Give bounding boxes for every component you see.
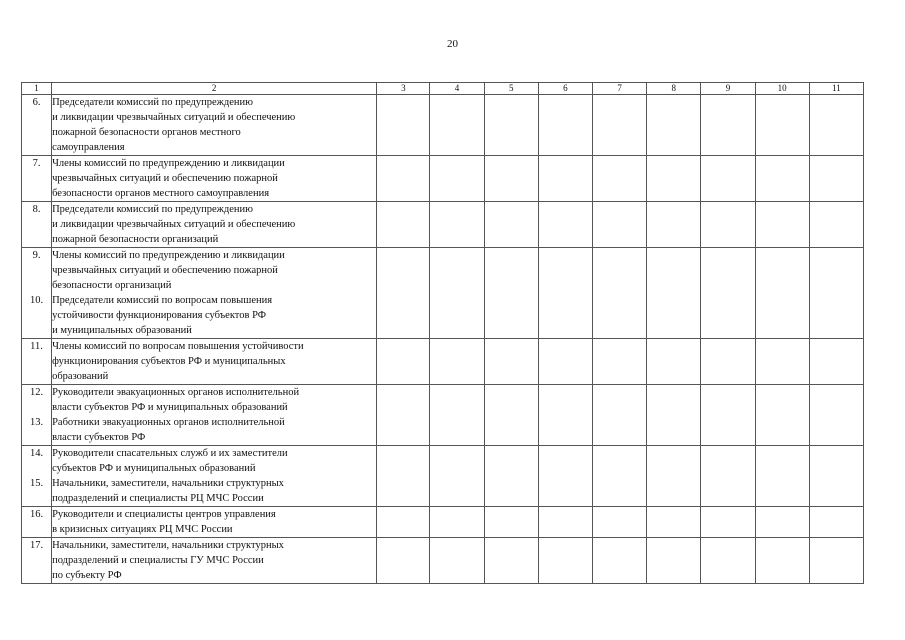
empty-cell <box>755 385 809 446</box>
row-number: 17. <box>29 540 44 551</box>
empty-cell <box>430 95 484 156</box>
row-number: 10. <box>29 295 44 306</box>
empty-cell <box>755 507 809 538</box>
row-number-cell <box>22 95 52 156</box>
empty-cell <box>647 95 701 156</box>
table-row <box>22 248 864 339</box>
category-text: Председатели комиссий по вопросам повышения устойчивости функционирования субъектов РФ и муниципальных образований <box>52 295 273 336</box>
empty-cell <box>755 156 809 202</box>
category-cell <box>52 538 377 584</box>
category-cell <box>52 446 377 507</box>
category-text: Члены комиссий по предупреждению и ликвидации чрезвычайных ситуаций и обеспечению пожарной безопасности организаций <box>52 250 285 291</box>
table-row <box>22 507 864 538</box>
empty-cell <box>593 507 647 538</box>
empty-cell <box>755 248 809 339</box>
column-header: 10 <box>755 83 809 95</box>
empty-cell <box>809 538 863 584</box>
row-number-cell <box>22 446 52 507</box>
category-text: Члены комиссий по вопросам повышения устойчивости функционирования субъектов РФ и муниципальных образований <box>52 341 304 382</box>
empty-cell <box>538 385 592 446</box>
column-header: 11 <box>809 83 863 95</box>
row-number-cell <box>22 507 52 538</box>
column-header: 1 <box>22 83 52 95</box>
column-header: 4 <box>430 83 484 95</box>
empty-cell <box>377 339 430 385</box>
row-number: 15. <box>29 478 44 489</box>
row-number: 7. <box>32 158 41 169</box>
empty-cell <box>484 507 538 538</box>
empty-cell <box>430 446 484 507</box>
empty-cell <box>484 339 538 385</box>
row-number: 14. <box>29 448 44 459</box>
empty-cell <box>593 95 647 156</box>
empty-cell <box>755 95 809 156</box>
empty-cell <box>538 156 592 202</box>
empty-cell <box>377 385 430 446</box>
empty-cell <box>755 538 809 584</box>
empty-cell <box>647 202 701 248</box>
empty-cell <box>538 248 592 339</box>
row-number: 6. <box>32 97 41 108</box>
row-number: 11. <box>30 341 43 352</box>
empty-cell <box>538 446 592 507</box>
table-row <box>22 95 864 156</box>
empty-cell <box>755 202 809 248</box>
empty-cell <box>593 202 647 248</box>
category-text: Руководители и специалисты центров управления в кризисных ситуациях РЦ МЧС России <box>52 509 276 535</box>
table-row <box>22 446 864 507</box>
empty-cell <box>430 538 484 584</box>
empty-cell <box>647 385 701 446</box>
column-header: 7 <box>593 83 647 95</box>
empty-cell <box>484 156 538 202</box>
empty-cell <box>430 156 484 202</box>
category-cell <box>52 385 377 446</box>
empty-cell <box>484 248 538 339</box>
empty-cell <box>538 95 592 156</box>
empty-cell <box>755 339 809 385</box>
empty-cell <box>593 248 647 339</box>
empty-cell <box>809 202 863 248</box>
table-row <box>22 339 864 385</box>
category-text: Начальники, заместители, начальники структурных подразделений и специалисты РЦ МЧС России <box>52 478 284 504</box>
table-row <box>22 202 864 248</box>
empty-cell <box>647 507 701 538</box>
category-cell <box>52 95 377 156</box>
empty-cell <box>701 385 755 446</box>
empty-cell <box>809 339 863 385</box>
empty-cell <box>484 385 538 446</box>
empty-cell <box>377 538 430 584</box>
row-number-cell <box>22 156 52 202</box>
empty-cell <box>701 156 755 202</box>
empty-cell <box>647 339 701 385</box>
empty-cell <box>701 95 755 156</box>
row-number: 16. <box>29 509 44 520</box>
empty-cell <box>809 507 863 538</box>
empty-cell <box>809 385 863 446</box>
empty-cell <box>701 446 755 507</box>
empty-cell <box>647 446 701 507</box>
category-text: Руководители эвакуационных органов исполнительной власти субъектов РФ и муниципальных образований <box>52 387 300 413</box>
row-number: 9. <box>32 250 41 261</box>
row-number-cell <box>22 339 52 385</box>
empty-cell <box>809 248 863 339</box>
empty-cell <box>484 95 538 156</box>
empty-cell <box>538 507 592 538</box>
empty-cell <box>593 446 647 507</box>
category-text: Работники эвакуационных органов исполнительной власти субъектов РФ <box>52 417 285 443</box>
empty-cell <box>377 95 430 156</box>
empty-cell <box>484 202 538 248</box>
empty-cell <box>538 538 592 584</box>
empty-cell <box>377 248 430 339</box>
empty-cell <box>701 538 755 584</box>
category-cell <box>52 156 377 202</box>
category-cell <box>52 248 377 339</box>
category-text: Начальники, заместители, начальники структурных подразделений и специалисты ГУ МЧС России по субъекту РФ <box>52 540 284 581</box>
training-table <box>21 82 864 584</box>
empty-cell <box>538 202 592 248</box>
empty-cell <box>701 248 755 339</box>
empty-cell <box>430 248 484 339</box>
empty-cell <box>377 446 430 507</box>
empty-cell <box>647 538 701 584</box>
column-header: 5 <box>484 83 538 95</box>
empty-cell <box>430 339 484 385</box>
empty-cell <box>377 507 430 538</box>
category-cell <box>52 507 377 538</box>
empty-cell <box>538 339 592 385</box>
table-row <box>22 156 864 202</box>
empty-cell <box>484 446 538 507</box>
row-number-cell <box>22 202 52 248</box>
empty-cell <box>593 339 647 385</box>
category-text: Руководители спасательных служб и их заместители субъектов РФ и муниципальных образований <box>52 448 288 474</box>
empty-cell <box>430 202 484 248</box>
empty-cell <box>647 156 701 202</box>
page-number: 20 <box>447 38 458 50</box>
column-header: 8 <box>647 83 701 95</box>
table-row <box>22 538 864 584</box>
column-header: 3 <box>377 83 430 95</box>
category-text: Председатели комиссий по предупреждению и ликвидации чрезвычайных ситуаций и обеспечению пожарной безопасности органов местного самоуправления <box>52 97 296 153</box>
row-number: 12. <box>29 387 44 398</box>
empty-cell <box>809 446 863 507</box>
row-number: 8. <box>32 204 41 215</box>
row-number: 13. <box>29 417 44 428</box>
empty-cell <box>377 156 430 202</box>
category-text: Председатели комиссий по предупреждению и ликвидации чрезвычайных ситуаций и обеспечению пожарной безопасности организаций <box>52 204 296 245</box>
category-cell <box>52 202 377 248</box>
column-header: 6 <box>538 83 592 95</box>
empty-cell <box>377 202 430 248</box>
empty-cell <box>755 446 809 507</box>
empty-cell <box>430 507 484 538</box>
table-row <box>22 385 864 446</box>
empty-cell <box>593 156 647 202</box>
empty-cell <box>809 156 863 202</box>
empty-cell <box>430 385 484 446</box>
row-number-cell <box>22 538 52 584</box>
empty-cell <box>701 339 755 385</box>
column-header: 9 <box>701 83 755 95</box>
empty-cell <box>484 538 538 584</box>
empty-cell <box>701 202 755 248</box>
empty-cell <box>809 95 863 156</box>
column-number-row <box>22 83 864 95</box>
empty-cell <box>701 507 755 538</box>
empty-cell <box>647 248 701 339</box>
column-header: 2 <box>52 83 377 95</box>
row-number-cell <box>22 385 52 446</box>
empty-cell <box>593 385 647 446</box>
category-cell <box>52 339 377 385</box>
empty-cell <box>593 538 647 584</box>
row-number-cell <box>22 248 52 339</box>
category-text: Члены комиссий по предупреждению и ликвидации чрезвычайных ситуаций и обеспечению пожарной безопасности органов местного самоуправления <box>52 158 285 199</box>
